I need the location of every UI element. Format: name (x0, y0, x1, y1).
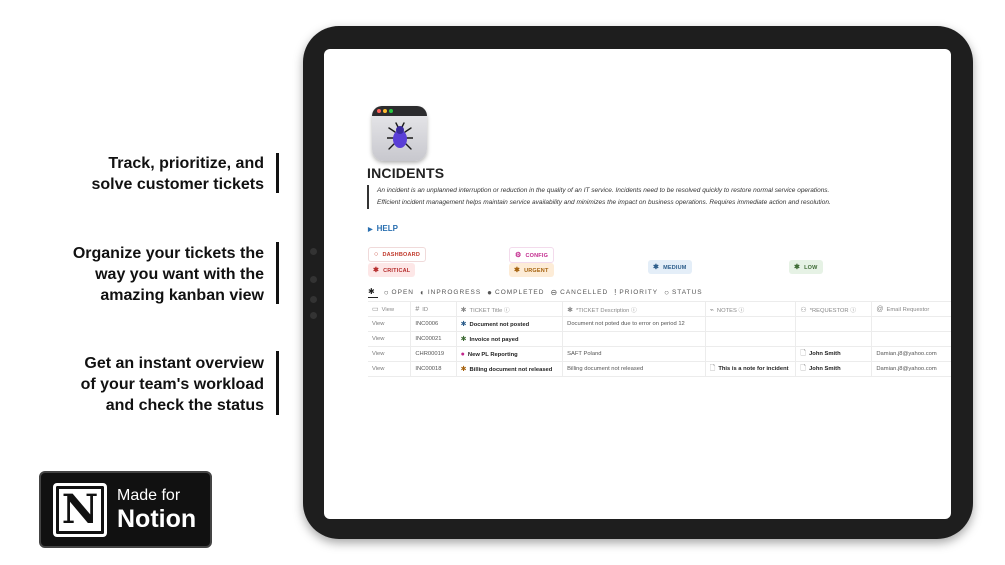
tag-label: CRITICAL (383, 268, 411, 274)
feature-line: amazing kanban view (100, 287, 264, 304)
bug-icon: ✱ (460, 306, 467, 314)
incidents-table (368, 301, 951, 377)
configs-link[interactable] (509, 247, 554, 263)
notes-cell (705, 317, 796, 332)
description-cell: Billing document not released (563, 362, 706, 377)
tag-label: DASHBOARD (382, 252, 420, 258)
description-line: An incident is an unplanned interruption or reduction in the quality of an IT service. Incidents need to be resolved quickly to restore normal service operations. (377, 187, 830, 194)
column-header-requestor[interactable]: ⚇ *REQUESTOR ⓘ (796, 302, 872, 317)
tab-all[interactable] (368, 287, 378, 298)
tag-label: MEDIUM (663, 265, 687, 271)
people-icon: ⚇ (800, 306, 807, 314)
column-header-description[interactable]: ✱ *TICKET Description ⓘ (563, 302, 706, 317)
table-header-row (368, 302, 951, 317)
view-icon: ▭ (372, 306, 379, 313)
sensor-icon (310, 276, 317, 283)
page-description (367, 185, 927, 209)
tab-completed[interactable]: ● COMPLETED (487, 288, 545, 297)
help-label: HELP (376, 224, 398, 233)
view-cell[interactable]: View (368, 362, 411, 377)
paperclip-icon: ⌁ (709, 306, 714, 314)
bug-icon: ✱ (567, 306, 574, 314)
info-icon: ⓘ (738, 307, 745, 314)
bug-app-icon[interactable] (372, 106, 427, 161)
triangle-right-icon: ▶ (368, 227, 373, 233)
tab-priority[interactable]: ! PRIORITY (614, 288, 659, 297)
feature-text-organize (73, 243, 264, 306)
feature-line: solve customer tickets (91, 176, 264, 193)
circle-outline-icon: ○ (664, 288, 669, 297)
feature-divider (276, 351, 279, 415)
sensor-icon (310, 296, 317, 303)
notion-page (324, 49, 951, 519)
title-cell[interactable]: ✱ Invoice not payed (456, 332, 562, 347)
bug-icon: ✱ (460, 321, 467, 328)
flower-icon: ● (460, 350, 465, 358)
page-title: INCIDENTS (367, 165, 445, 181)
page-icon: 🗋 (800, 349, 807, 357)
table-row[interactable] (368, 332, 951, 347)
id-cell: INC0006 (411, 317, 456, 332)
feature-line: Organize your tickets the (72, 245, 264, 262)
bug-icon (387, 122, 413, 152)
table-row[interactable] (368, 317, 951, 332)
feature-text-track (91, 153, 264, 195)
feature-line: Track, prioritize, and (108, 155, 264, 172)
title-cell[interactable]: ✱ Document not posted (456, 317, 562, 332)
info-icon: ⓘ (631, 307, 637, 314)
notion-logo-icon: N (53, 483, 107, 537)
feature-line: and check the status (105, 397, 264, 414)
at-icon: @ (876, 305, 884, 313)
title-cell[interactable]: ✱ Billing document not released (456, 362, 562, 377)
gear-icon: ⚙ (515, 252, 522, 259)
bug-icon: ✱ (368, 287, 375, 296)
info-icon: ⓘ (850, 307, 857, 314)
half-circle-icon: ◐ (419, 288, 425, 297)
tablet-frame (303, 26, 973, 539)
bug-icon: ✱ (460, 366, 467, 373)
tag-label: LOW (804, 265, 818, 271)
tab-open[interactable]: ○ OPEN (383, 288, 414, 297)
id-cell: CHR00019 (411, 347, 456, 362)
tab-cancelled[interactable]: ⊖ CANCELLED (550, 288, 609, 297)
notes-cell (705, 347, 796, 362)
bug-icon: ✱ (373, 267, 380, 274)
camera-icon (310, 248, 317, 255)
feature-line: of your team's workload (80, 376, 264, 393)
notes-cell[interactable]: 🗋 This is a note for incident (705, 362, 796, 377)
dashboard-link[interactable] (368, 247, 426, 262)
low-link[interactable] (789, 260, 823, 274)
feature-divider (276, 153, 279, 193)
sensor-icon (310, 312, 317, 319)
tab-status[interactable]: ○ STATUS (664, 288, 703, 297)
badge-line-1: Made for (117, 486, 181, 504)
critical-link[interactable] (368, 263, 415, 277)
table-row[interactable] (368, 362, 951, 377)
requestor-cell (796, 332, 872, 347)
title-cell[interactable]: ● New PL Reporting (456, 347, 562, 362)
description-cell: Document not poted due to error on period 12 (563, 317, 706, 332)
circle-outline-icon: ○ (374, 251, 379, 258)
column-header-view[interactable]: ▭ View (368, 302, 411, 317)
requestor-cell (796, 317, 872, 332)
bug-icon: ✱ (514, 267, 521, 274)
feature-line: Get an instant overview (84, 355, 264, 372)
bug-icon: ✱ (460, 336, 467, 343)
cancel-circle-icon: ⊖ (550, 288, 558, 297)
view-tabs (368, 287, 709, 298)
exclamation-icon: ! (614, 288, 617, 297)
view-cell[interactable]: View (368, 347, 411, 362)
badge-line-2: Notion (117, 504, 197, 533)
feature-divider (276, 242, 279, 304)
email-cell (872, 332, 951, 347)
description-cell (563, 332, 706, 347)
page-icon: 🗋 (709, 364, 716, 372)
column-header-notes[interactable]: ⌁ NOTES ⓘ (705, 302, 796, 317)
requestor-cell[interactable]: 🗋 John Smith (796, 362, 872, 377)
tab-inprogress[interactable]: ◐ INPROGRESS (419, 288, 482, 297)
description-line: Efficient incident management helps maintain service availability and minimizes the impact on business operations. Requires immediate action and resolution. (377, 199, 831, 206)
tag-label: URGENT (524, 268, 549, 274)
medium-link[interactable] (648, 260, 692, 274)
view-cell[interactable]: View (368, 332, 411, 347)
column-header-id[interactable]: # ID (411, 302, 456, 317)
urgent-link[interactable] (509, 263, 554, 277)
view-cell[interactable]: View (368, 317, 411, 332)
id-cell: INC00021 (411, 332, 456, 347)
email-cell (872, 317, 951, 332)
email-cell[interactable]: Damian.j8@yahoo.com (872, 362, 951, 377)
hash-icon: # (415, 305, 420, 313)
filled-circle-icon: ● (487, 288, 492, 297)
bug-icon: ✱ (794, 264, 801, 271)
column-header-title[interactable]: ✱ TICKET Title ⓘ (456, 302, 562, 317)
help-toggle[interactable] (368, 224, 398, 233)
id-cell: INC00018 (411, 362, 456, 377)
requestor-cell[interactable]: 🗋 John Smith (796, 347, 872, 362)
page-icon: 🗋 (800, 364, 807, 372)
feature-line: way you want with the (95, 266, 264, 283)
bug-icon: ✱ (653, 264, 660, 271)
made-for-notion-badge (39, 471, 212, 548)
circle-outline-icon: ○ (383, 288, 389, 297)
notes-cell (705, 332, 796, 347)
description-cell: SAFT Poland (563, 347, 706, 362)
tag-label: CONFIG (525, 253, 549, 259)
info-icon: ⓘ (503, 307, 510, 314)
column-header-email[interactable]: @ Email Requestor (872, 302, 951, 317)
email-cell[interactable]: Damian.j8@yahoo.com (872, 347, 951, 362)
feature-text-overview (81, 353, 264, 416)
table-row[interactable] (368, 347, 951, 362)
